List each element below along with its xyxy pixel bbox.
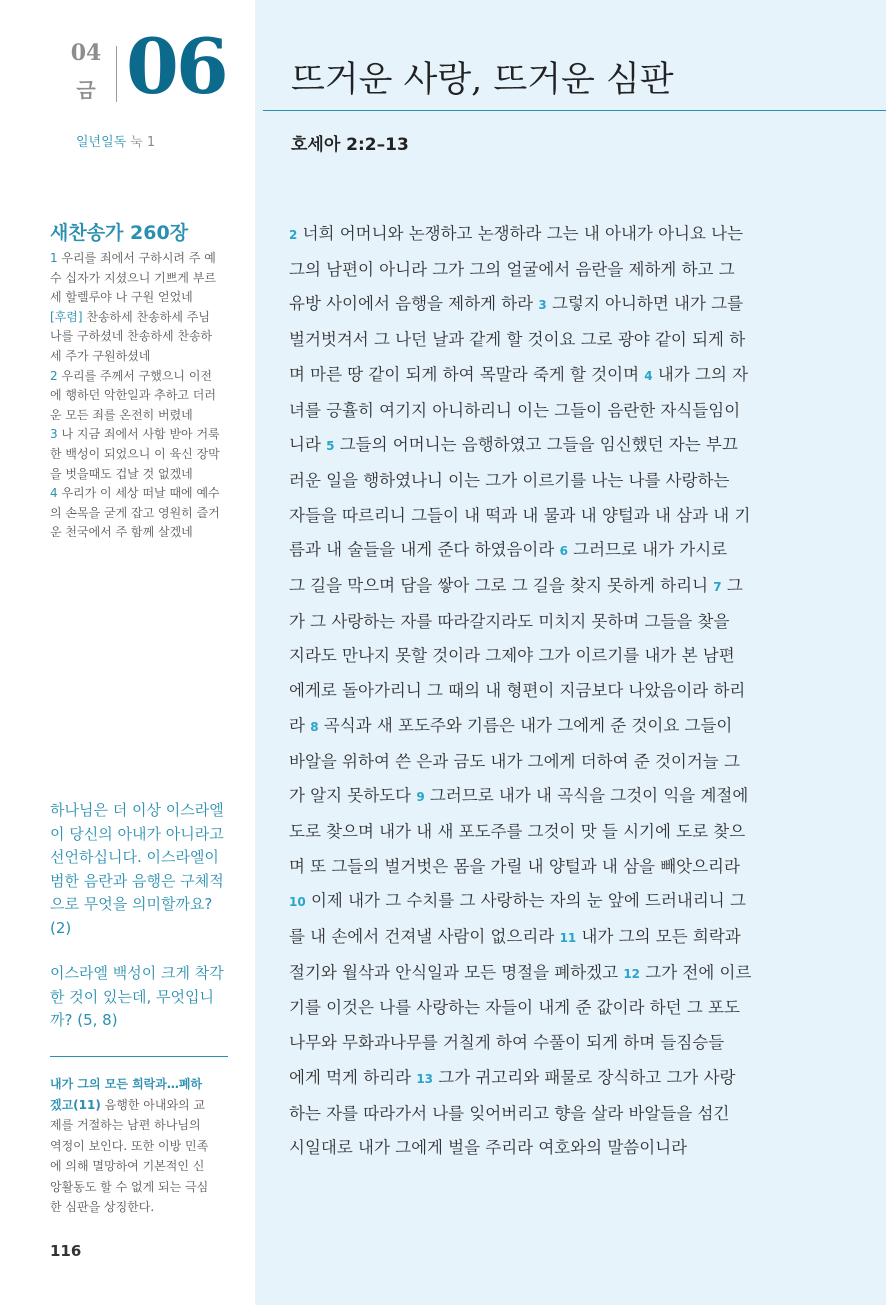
verse-text: 라 bbox=[289, 715, 311, 735]
hymn-line bbox=[50, 386, 230, 406]
hymn-line-text: 을 벗을때도 겁날 것 없겠네 bbox=[50, 466, 193, 481]
verse-text: 이제 내가 그 수치를 그 사랑하는 자의 눈 앞에 드러내리니 그 bbox=[305, 891, 746, 911]
hymn-line-text: 세 주가 구원하셨네 bbox=[50, 348, 151, 363]
note-line bbox=[50, 1074, 235, 1095]
note-text: 한 심판을 상징한다. bbox=[50, 1200, 155, 1214]
hymn-line bbox=[50, 406, 230, 426]
verse-number: 4 bbox=[644, 368, 653, 383]
verse-text: 그의 남편이 아니라 그가 그의 얼굴에서 음란을 제하게 하고 그 bbox=[289, 259, 735, 279]
verse-text: 나무와 무화과나무를 거칠게 하여 수풀이 되게 하며 들짐승들 bbox=[289, 1033, 725, 1053]
scripture-line bbox=[289, 323, 794, 358]
hymn-verse-number: 1 bbox=[50, 251, 58, 265]
verse-text: 그러므로 내가 내 곡식을 그것이 익을 계절에 bbox=[424, 786, 749, 806]
note-line bbox=[50, 1136, 235, 1157]
note-highlight: 겠고(11) bbox=[50, 1097, 101, 1112]
scripture-line bbox=[289, 605, 794, 640]
question-line: 이스라엘 백성이 크게 착각 bbox=[50, 964, 224, 982]
question-line: 범한 음란과 음행은 구체적 bbox=[50, 871, 224, 890]
verse-text: 내가 그의 자 bbox=[652, 364, 749, 384]
question-line: 하나님은 더 이상 이스라엘 bbox=[50, 801, 224, 819]
scripture-line bbox=[289, 884, 794, 920]
verse-text: 름과 내 술들을 내게 준다 하였음이라 bbox=[289, 540, 560, 560]
weekday: 금 bbox=[76, 78, 96, 102]
hymn-line-text: 나를 구하셨네 찬송하세 찬송하 bbox=[50, 329, 213, 344]
reflection-question-2 bbox=[50, 962, 235, 1033]
verse-text: 를 내 손에서 건져낼 사람이 없으리라 bbox=[289, 927, 560, 947]
scripture-line bbox=[289, 639, 794, 674]
hymn-verse-number: [후렴] bbox=[50, 309, 83, 324]
verse-number: 13 bbox=[416, 1071, 434, 1086]
hymn-line bbox=[50, 367, 230, 387]
verse-text: 며 마른 땅 같이 되게 하여 목말라 죽게 할 것이며 bbox=[289, 364, 645, 384]
question-line: 으로 무엇을 의미할까요? bbox=[50, 895, 213, 913]
verse-text: 기를 이것은 나를 사랑하는 자들이 내게 준 값이라 하던 그 포도 bbox=[289, 998, 740, 1018]
hymn-line-text: 찬송하세 찬송하세 주님 bbox=[82, 309, 210, 324]
verse-text: 그러므로 내가 가시로 bbox=[567, 540, 728, 560]
verse-text: 유방 사이에서 음행을 제하게 하라 bbox=[289, 294, 539, 314]
note-line bbox=[50, 1197, 235, 1218]
verse-text: 가 그 사랑하는 자를 따라갈지라도 미치지 못하며 그들을 찾을 bbox=[289, 611, 730, 631]
verse-number: 3 bbox=[538, 298, 547, 313]
note-text: 음행한 아내와의 교 bbox=[100, 1097, 206, 1112]
verse-text: 에게로 돌아가리니 그 때의 내 형편이 지금보다 나았음이라 하리 bbox=[289, 681, 746, 701]
scripture-line bbox=[289, 709, 794, 745]
verse-number: 2 bbox=[289, 228, 298, 242]
scripture-text bbox=[289, 217, 794, 1166]
verse-number: 11 bbox=[559, 931, 577, 946]
hymn-line bbox=[50, 523, 230, 543]
verse-number: 9 bbox=[416, 790, 425, 805]
hymn-line-text: 우리가 이 세상 떠날 때에 예수 bbox=[57, 486, 220, 501]
hymn-line bbox=[50, 504, 230, 524]
scripture-line bbox=[289, 358, 794, 394]
scripture-line bbox=[289, 569, 794, 605]
sidebar bbox=[0, 0, 255, 1305]
note-highlight: 내가 그의 모든 희락과…폐하 bbox=[50, 1077, 203, 1091]
page-number: 116 bbox=[50, 1242, 82, 1260]
hymn-line bbox=[50, 484, 230, 504]
date-divider bbox=[116, 46, 117, 102]
verse-text: 그 bbox=[721, 576, 743, 596]
scripture-line bbox=[289, 850, 794, 885]
daily-reading-label: 일년일독 bbox=[76, 135, 127, 150]
scripture-line bbox=[289, 956, 794, 992]
scripture-line bbox=[289, 674, 794, 709]
verse-number: 5 bbox=[326, 439, 335, 454]
verse-text: 니라 bbox=[289, 435, 327, 455]
passage-reference: 호세아 2:2–13 bbox=[291, 135, 409, 155]
note-line bbox=[50, 1115, 235, 1136]
hymn-line-text: 우리를 주께서 구했으니 이전 bbox=[57, 368, 213, 383]
scripture-line bbox=[289, 253, 794, 288]
question-line: 선언하십니다. 이스라엘이 bbox=[50, 848, 219, 866]
verse-text: 절기와 월삭과 안식일과 모든 명절을 폐하겠고 bbox=[289, 962, 624, 982]
verse-text: 너희 어머니와 논쟁하고 논쟁하라 그는 내 아내가 아니요 나는 bbox=[297, 224, 744, 243]
scripture-line bbox=[289, 991, 794, 1026]
scripture-line bbox=[289, 287, 794, 323]
scripture-line bbox=[289, 779, 794, 815]
verse-text: 바알을 위하여 쓴 은과 금도 내가 그에게 더하여 준 것이거늘 그 bbox=[289, 751, 740, 771]
hymn-line-text: 에 행하던 악한일과 추하고 더러 bbox=[50, 388, 216, 403]
verse-text: 자들을 따르리니 그들이 내 떡과 내 물과 내 양털과 내 삼과 내 기 bbox=[289, 505, 751, 525]
hymn-line-text: 수 십자가 지셨으니 기쁘게 부르 bbox=[50, 270, 216, 285]
hymn-line-text: 우리를 죄에서 구하시려 주 예 bbox=[57, 251, 216, 265]
hymn-title: 새찬송가 260장 bbox=[50, 222, 189, 244]
verse-text: 지라도 만나지 못할 것이라 그제야 그가 이르기를 내가 본 남편 bbox=[289, 646, 735, 666]
question-line: 까? (5, 8) bbox=[50, 1011, 118, 1029]
month: 04 bbox=[70, 40, 102, 66]
verse-text: 벌거벗겨서 그 나던 날과 같게 할 것이요 그로 광야 같이 되게 하 bbox=[289, 330, 746, 350]
verse-text: 하는 자를 따라가서 나를 잊어버리고 향을 살라 바알들을 섬긴 bbox=[289, 1103, 730, 1123]
verse-number: 8 bbox=[310, 719, 319, 734]
hymn-line bbox=[50, 465, 230, 485]
hymn-line-text: 운 모든 죄를 온전히 버렸네 bbox=[50, 407, 193, 422]
scripture-line bbox=[289, 428, 794, 464]
daily-reading-ref: 눅 1 bbox=[130, 135, 156, 150]
verse-text: 곡식과 새 포도주와 기름은 내가 그에게 준 것이요 그들이 bbox=[318, 715, 733, 735]
verse-text: 러운 일을 행하였나니 이는 그가 이르기를 나는 나를 사랑하는 bbox=[289, 470, 730, 490]
verse-text: 그가 귀고리와 패물로 장식하고 그가 사랑 bbox=[433, 1067, 736, 1087]
note-line bbox=[50, 1177, 235, 1198]
verse-number: 12 bbox=[623, 966, 641, 981]
verse-text: 도로 찾으며 내가 내 새 포도주를 그것이 맛 들 시기에 도로 찾으 bbox=[289, 821, 746, 841]
hymn-line bbox=[50, 347, 230, 367]
scripture-line bbox=[289, 394, 794, 429]
verse-number: 10 bbox=[289, 895, 306, 910]
scripture-line bbox=[289, 533, 794, 569]
hymn-line bbox=[50, 425, 230, 445]
scripture-line bbox=[289, 745, 794, 780]
daily-reading bbox=[76, 131, 155, 150]
verse-text: 녀를 긍휼히 여기지 아니하리니 이는 그들이 음란한 자식들임이 bbox=[289, 400, 741, 420]
hymn-line bbox=[50, 288, 230, 308]
verse-text: 며 또 그들의 벌거벗은 몸을 가릴 내 양털과 내 삼을 빼앗으리라 bbox=[289, 856, 740, 876]
note-text: 역정이 보인다. 또한 이방 민족 bbox=[50, 1138, 209, 1153]
hymn-line bbox=[50, 249, 230, 269]
note-divider bbox=[50, 1056, 228, 1057]
scripture-line bbox=[289, 920, 794, 956]
scripture-line bbox=[289, 1097, 794, 1132]
hymn-verse-number: 4 bbox=[50, 486, 58, 501]
scripture-line bbox=[289, 1131, 794, 1166]
verse-text: 그렇지 아니하면 내가 그를 bbox=[546, 294, 744, 314]
verse-text: 시일대로 내가 그에게 벌을 주리라 여호와의 말씀이니라 bbox=[289, 1138, 688, 1158]
verse-number: 6 bbox=[559, 544, 568, 559]
verse-text: 그 길을 막으며 담을 쌓아 그로 그 길을 찾지 못하게 하리니 bbox=[289, 576, 714, 596]
note-line bbox=[50, 1095, 235, 1116]
question-line: 한 것이 있는데, 무엇입니 bbox=[50, 987, 214, 1006]
note-text: 제를 거절하는 남편 하나님의 bbox=[50, 1118, 201, 1132]
hymn-line-text: 운 천국에서 주 함께 살겠네 bbox=[50, 525, 193, 540]
scripture-line bbox=[289, 217, 794, 253]
note-text: 앙활동도 할 수 없게 되는 극심 bbox=[50, 1179, 209, 1194]
hymn-verse-number: 3 bbox=[50, 427, 58, 442]
scripture-line bbox=[289, 1061, 794, 1097]
verse-text: 내가 그의 모든 희락과 bbox=[576, 927, 741, 947]
note-text: 에 의해 멸망하여 기본적인 신 bbox=[50, 1159, 205, 1173]
question-line: 이 당신의 아내가 아니라고 bbox=[50, 824, 224, 843]
verse-text: 가 알지 못하도다 bbox=[289, 786, 417, 806]
verse-text: 에게 먹게 하리라 bbox=[289, 1067, 417, 1087]
verse-number: 7 bbox=[713, 580, 722, 595]
reflection-question-1 bbox=[50, 799, 235, 940]
scripture-line bbox=[289, 464, 794, 499]
hymn-line-text: 나 지금 죄에서 사함 받아 거룩 bbox=[57, 427, 220, 442]
hymn-line bbox=[50, 445, 230, 465]
hymn-lyrics bbox=[50, 249, 230, 543]
commentary-note bbox=[50, 1074, 235, 1218]
page-title: 뜨거운 사랑, 뜨거운 심판 bbox=[291, 60, 674, 100]
verse-text: 그가 전에 이르 bbox=[640, 962, 752, 982]
scripture-line bbox=[289, 815, 794, 850]
scripture-line bbox=[289, 1026, 794, 1061]
note-line bbox=[50, 1156, 235, 1177]
verse-text: 그들의 어머니는 음행하였고 그들을 임신했던 자는 부끄 bbox=[334, 435, 738, 455]
hymn-line bbox=[50, 308, 230, 328]
title-divider bbox=[263, 110, 886, 111]
hymn-line-text: 한 백성이 되었으니 이 육신 장막 bbox=[50, 446, 220, 461]
hymn-verse-number: 2 bbox=[50, 368, 58, 383]
hymn-line-text: 의 손목을 굳게 잡고 영원히 즐거 bbox=[50, 505, 220, 520]
question-line: (2) bbox=[50, 918, 72, 937]
hymn-line bbox=[50, 327, 230, 347]
hymn-line-text: 세 할렐루야 나 구원 얻었네 bbox=[50, 290, 193, 305]
hymn-line bbox=[50, 269, 230, 289]
day-number: 06 bbox=[126, 22, 226, 111]
scripture-line bbox=[289, 499, 794, 534]
